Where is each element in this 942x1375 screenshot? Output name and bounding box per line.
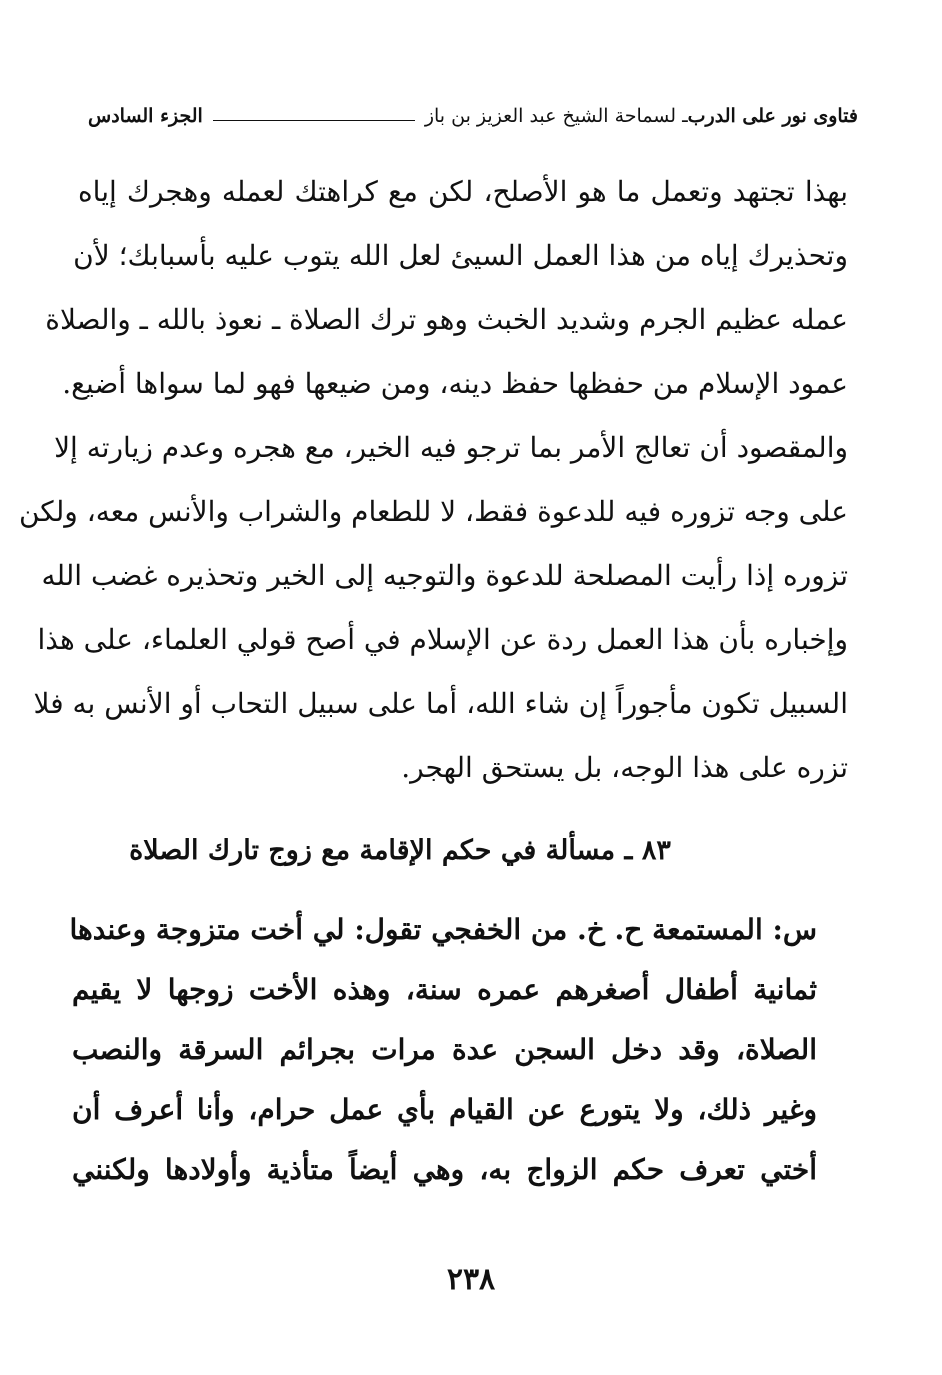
paragraph-line: والمقصود أن تعالج الأمر بما ترجو فيه الخير، مع هجره وعدم زيارته إلا xyxy=(54,431,848,464)
question-line: أختي تعرف حكم الزواج به، وهي أيضاً متأذية وأولادها ولكنني xyxy=(72,1153,817,1186)
paragraph-line: على وجه تزوره فيه للدعوة فقط، لا للطعام والشراب والأنس معه، ولكن xyxy=(18,495,848,528)
question-line: س: المستمعة ح. خ. من الخفجي تقول: لي أخت متزوجة وعندها xyxy=(69,913,817,946)
question-line: الصلاة، وقد دخل السجن عدة مرات بجرائم السرقة والنصب xyxy=(72,1033,817,1066)
volume-label: الجزء السادس xyxy=(88,105,203,127)
paragraph-line: وإخباره بأن هذا العمل ردة عن الإسلام في أصح قولي العلماء، على هذا xyxy=(37,623,848,656)
paragraph-line: تزوره إذا رأيت المصلحة للدعوة والتوجيه إلى الخير وتحذيره غضب الله xyxy=(41,559,848,592)
running-header xyxy=(88,98,858,134)
question-paragraph xyxy=(69,900,817,1200)
paragraph-line: وتحذيرك إياه من هذا العمل السيئ لعل الله يتوب عليه بأسبابك؛ لأن xyxy=(73,239,848,272)
paragraph-line: تزره على هذا الوجه، بل يستحق الهجر. xyxy=(401,751,848,784)
question-line: وغير ذلك، ولا يتورع عن القيام بأي عمل حرام، وأنا أعرف أن xyxy=(72,1093,817,1126)
section-heading: ٨٣ ـ مسألة في حكم الإقامة مع زوج تارك الصلاة xyxy=(129,835,671,866)
page-number: ٢٣٨ xyxy=(446,1262,496,1297)
paragraph-line: السبيل تكون مأجوراً إن شاء الله، أما على سبيل التحاب أو الأنس به فلا xyxy=(33,687,848,720)
book-title: فتاوى نور على الدرب xyxy=(687,105,858,127)
header-rule xyxy=(213,120,415,121)
author-name: ـ لسماحة الشيخ عبد العزيز بن باز xyxy=(424,105,688,127)
fatwa-paragraph xyxy=(18,160,848,800)
paragraph-line: بهذا تجتهد وتعمل ما هو الأصلح، لكن مع كراهتك لعمله وهجرك إياه xyxy=(78,175,848,208)
paragraph-line: عمله عظيم الجرم وشديد الخبث وهو ترك الصلاة ـ نعوذ بالله ـ والصلاة xyxy=(45,303,848,336)
question-line: ثمانية أطفال أصغرهم عمره سنة، وهذه الأخت زوجها لا يقيم xyxy=(72,973,817,1006)
paragraph-line: عمود الإسلام من حفظها حفظ دينه، ومن ضيعها فهو لما سواها أضيع. xyxy=(62,367,848,400)
